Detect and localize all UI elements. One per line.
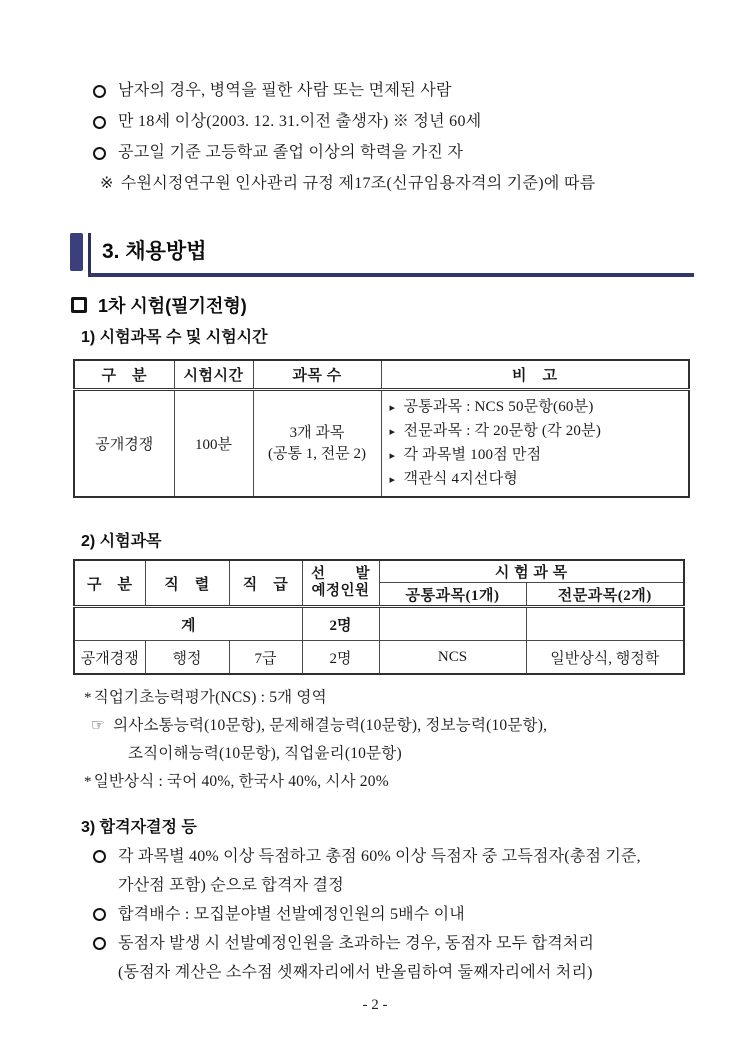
remark-line — [390, 420, 685, 444]
triangle-bullet-icon: ▸ — [389, 449, 396, 462]
col-header-planned-hires — [302, 560, 379, 607]
col-header-exam-subjects-group: 시 험 과 목 — [379, 560, 684, 583]
remark-text: 공통과목 : NCS 50문항(60분) — [403, 398, 594, 415]
bullet-text: 남자의 경우, 병역을 필한 사람 또는 면제된 사람 — [118, 82, 452, 99]
footnote-line — [84, 768, 684, 796]
list-item — [93, 900, 713, 929]
footnote-line — [84, 740, 684, 768]
cell-remarks — [381, 390, 689, 498]
footnote-text: 조직이해능력(10문항), 직업윤리(10문항) — [128, 745, 402, 762]
planned-hires-line2: 예정인원 — [311, 583, 370, 599]
col-header-subject-count: 과목 수 — [253, 360, 381, 390]
cell-count: 2명 — [302, 641, 379, 675]
col-header-special-subject: 전문과목(2개) — [526, 583, 684, 607]
section-underline — [88, 273, 694, 277]
bullet-line: (동점자 계산은 소수점 셋째자리에서 반올림하여 둘째자리에서 처리) — [118, 964, 593, 981]
section-accent-block — [70, 233, 83, 271]
cell-grade: 7급 — [229, 641, 302, 675]
col-header-grade: 직 급 — [229, 560, 302, 607]
bullet-line: 가산점 포함) 순으로 합격자 결정 — [118, 877, 344, 894]
subject-count-line2: (공통 1, 전문 2) — [268, 445, 366, 462]
total-label: 계 — [74, 607, 302, 641]
cell-time: 100분 — [174, 390, 253, 498]
col-header-gubun: 구 분 — [74, 560, 145, 607]
circle-bullet-icon — [93, 85, 106, 98]
total-common-empty — [379, 607, 526, 641]
footnote-line — [84, 684, 684, 712]
list-item — [93, 142, 693, 164]
footnote-line — [84, 712, 684, 740]
subsection-title: 1차 시험(필기전형) — [98, 296, 247, 316]
footnote-text: 직업기초능력평가(NCS) : 5개 영역 — [93, 689, 327, 706]
triangle-bullet-icon: ▸ — [389, 401, 396, 414]
pointing-hand-icon: ☞ — [91, 717, 106, 734]
bullet-text — [118, 929, 594, 987]
table-header-row — [74, 360, 689, 390]
list-item — [93, 929, 713, 987]
asterisk-icon: * — [84, 774, 92, 790]
bullet-line: 각 과목별 40% 이상 득점하고 총점 60% 이상 득점자 중 고득점자(총점 기준, — [118, 848, 641, 865]
exam-time-table — [73, 359, 690, 498]
eligibility-bullet-list — [93, 80, 693, 195]
cell-special-subject: 일반상식, 행정학 — [526, 641, 684, 675]
cell-gubun: 공개경쟁 — [74, 390, 174, 498]
numbered-label-2: 2) 시험과목 — [81, 533, 162, 550]
bullet-text — [118, 900, 465, 929]
footnote-text: 일반상식 : 국어 40%, 한국사 40%, 시사 20% — [93, 773, 389, 790]
note-text: 수원시정연구원 인사관리 규정 제17조(신규임용자격의 기준)에 따름 — [120, 175, 596, 192]
remark-line — [390, 468, 685, 492]
triangle-bullet-icon: ▸ — [389, 473, 396, 486]
circle-bullet-icon — [93, 147, 106, 160]
col-header-series: 직 렬 — [145, 560, 229, 607]
page-number: - 2 - — [362, 997, 388, 1013]
asterisk-icon: * — [84, 690, 92, 706]
total-special-empty — [526, 607, 684, 641]
numbered-label-1: 1) 시험과목 수 및 시험시간 — [81, 329, 268, 346]
list-item — [93, 842, 713, 900]
footnote-text: 의사소통능력(10문항), 문제해결능력(10문항), 정보능력(10문항), — [113, 717, 548, 734]
cell-subject-count — [253, 390, 381, 498]
total-row — [74, 607, 684, 641]
circle-bullet-icon — [93, 937, 106, 950]
subject-count-line1: 3개 과목 — [289, 424, 345, 441]
table-row — [74, 390, 689, 498]
circle-bullet-icon — [93, 116, 106, 129]
col-header-time: 시험시간 — [174, 360, 253, 390]
planned-hires-line1: 선 발 — [310, 566, 370, 583]
bullet-line: 동점자 발생 시 선발예정인원을 초과하는 경우, 동점자 모두 합격처리 — [118, 935, 595, 952]
col-header-remark: 비 고 — [381, 360, 689, 390]
remark-line — [390, 396, 685, 420]
bullet-text: 공고일 기준 고등학교 졸업 이상의 학력을 가진 자 — [118, 144, 464, 161]
list-item — [93, 80, 693, 102]
cell-gubun: 공개경쟁 — [74, 641, 145, 675]
cell-common-subject: NCS — [379, 641, 526, 675]
bullet-text — [118, 842, 641, 900]
remark-text: 각 과목별 100점 만점 — [403, 446, 542, 463]
section-title: 3. 채용방법 — [102, 240, 207, 263]
remark-text: 전문과목 : 각 20문항 (각 20분) — [403, 422, 602, 439]
section-header — [0, 233, 750, 281]
total-count: 2명 — [302, 607, 379, 641]
table-header-row — [74, 560, 684, 583]
circle-bullet-icon — [93, 850, 106, 863]
reference-note — [93, 173, 693, 195]
cell-series: 행정 — [145, 641, 229, 675]
circle-bullet-icon — [93, 908, 106, 921]
remark-line — [390, 444, 685, 468]
table-footnotes — [84, 684, 684, 796]
subsection-header — [71, 292, 247, 318]
remark-text: 객관식 4지선다형 — [403, 470, 518, 487]
exam-subject-table — [73, 559, 685, 675]
col-header-common-subject: 공통과목(1개) — [379, 583, 526, 607]
bullet-text: 만 18세 이상(2003. 12. 31.이전 출생자) ※ 정년 60세 — [118, 113, 482, 130]
square-bullet-icon — [71, 297, 87, 313]
list-item — [93, 111, 693, 133]
table-row — [74, 641, 684, 675]
bullet-line: 합격배수 : 모집분야별 선발예정인원의 5배수 이내 — [118, 906, 465, 923]
numbered-label-3: 3) 합격자결정 등 — [81, 819, 197, 836]
reference-mark-icon: ※ — [100, 175, 114, 192]
col-header-gubun: 구 분 — [74, 360, 174, 390]
pass-decision-bullet-list — [93, 842, 713, 987]
section-vertical-rule — [88, 233, 91, 275]
triangle-bullet-icon: ▸ — [389, 425, 396, 438]
